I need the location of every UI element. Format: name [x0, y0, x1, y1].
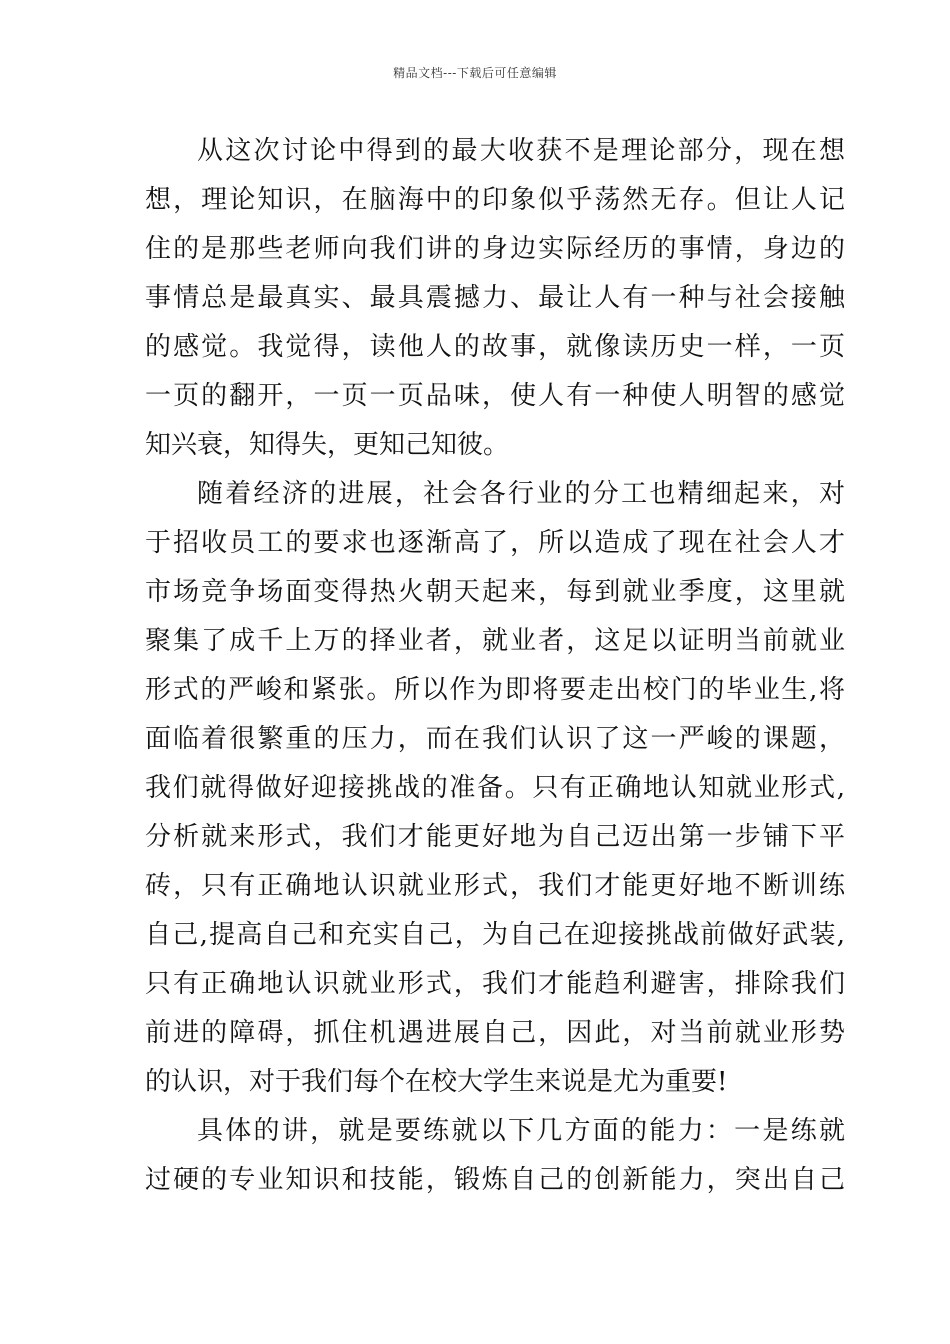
text-line: 随着经济的进展，社会各行业的分工也精细起来，对 [197, 479, 845, 509]
text-line: 于招收员工的要求也逐渐高了，所以造成了现在社会人才 [145, 528, 845, 558]
text-line: 具体的讲，就是要练就以下几方面的能力：一是练就 [197, 1116, 845, 1146]
text-line: 我们就得做好迎接挑战的准备。只有正确地认知就业形式, [145, 773, 845, 803]
paragraph-1 [145, 127, 845, 470]
body-text [145, 127, 845, 1205]
paragraph-2 [145, 470, 845, 1107]
text-line: 事情总是最真实、最具震撼力、最让人有一种与社会接触 [145, 283, 845, 313]
paragraph-3 [145, 1107, 845, 1205]
text-line: 分析就来形式，我们才能更好地为自己迈出第一步铺下平 [145, 822, 845, 852]
text-line: 只有正确地认识就业形式，我们才能趋利避害，排除我们 [145, 969, 845, 999]
text-line: 一页的翻开，一页一页品味，使人有一种使人明智的感觉 [145, 381, 845, 411]
text-line: 的感觉。我觉得，读他人的故事，就像读历史一样，一页 [145, 332, 845, 362]
text-line: 市场竞争场面变得热火朝天起来，每到就业季度，这里就 [145, 577, 845, 607]
text-line: 过硬的专业知识和技能，锻炼自己的创新能力，突出自己 [145, 1165, 845, 1195]
text-line: 砖，只有正确地认识就业形式，我们才能更好地不断训练 [145, 871, 845, 901]
text-line: 聚集了成千上万的择业者，就业者，这足以证明当前就业 [145, 626, 845, 656]
page-header: 精品文档---下载后可任意编辑 [393, 66, 557, 80]
text-line: 自己,提高自己和充实自己，为自己在迎接挑战前做好武装, [145, 920, 845, 950]
text-line: 住的是那些老师向我们讲的身边实际经历的事情，身边的 [145, 234, 845, 264]
text-line: 从这次讨论中得到的最大收获不是理论部分，现在想 [197, 136, 845, 166]
text-line: 知兴衰，知得失，更知己知彼。 [145, 430, 510, 460]
text-line: 的认识，对于我们每个在校大学生来说是尤为重要! [145, 1067, 728, 1097]
text-line: 形式的严峻和紧张。所以作为即将要走出校门的毕业生,将 [145, 675, 845, 705]
text-line: 想，理论知识，在脑海中的印象似乎荡然无存。但让人记 [145, 185, 845, 215]
text-line: 前进的障碍，抓住机遇进展自己，因此，对当前就业形势 [145, 1018, 845, 1048]
text-line: 面临着很繁重的压力，而在我们认识了这一严峻的课题， [145, 724, 845, 754]
